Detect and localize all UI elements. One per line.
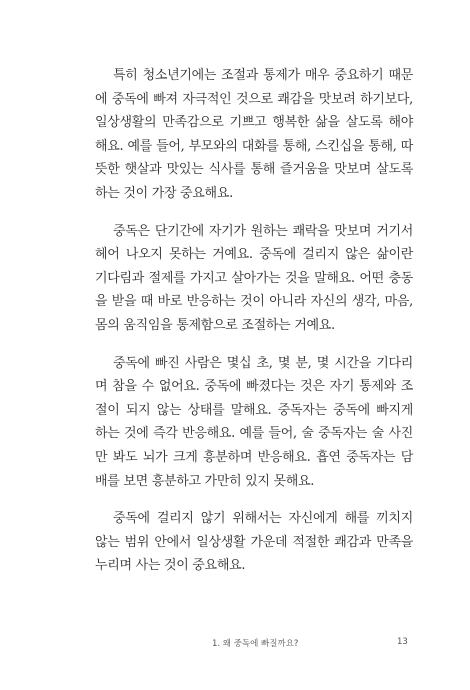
- text-line: 누리며 사는 것이 중요해요.: [95, 558, 246, 574]
- text-line: 않는 범위 안에서 일상생활 가운데 적절한 쾌감과 만족을: [95, 534, 413, 550]
- text-line: 며 참을 수 없어요. 중독에 빠졌다는 것은 자기 통제와 조: [95, 379, 413, 395]
- text-line: 해요. 예를 들어, 부모와의 대화를 통해, 스킨십을 통해, 따: [95, 138, 413, 154]
- page-footer: [0, 637, 470, 653]
- text-line: 뜻한 햇살과 맛있는 식사를 통해 즐거움을 맛보며 살도록: [95, 162, 413, 178]
- text-line: 중독에 빠진 사람은 몇십 초, 몇 분, 몇 시간을 기다리: [113, 355, 413, 371]
- page-number: 13: [397, 637, 408, 647]
- text-line: 중독에 걸리지 않기 위해서는 자신에게 해를 끼치지: [113, 511, 413, 527]
- chapter-title: 1. 왜 중독에 빠질까요?: [212, 639, 299, 649]
- text-line: 하는 것에 즉각 반응해요. 예를 들어, 술 중독자는 술 사진: [95, 426, 413, 442]
- text-line: 을 받을 때 바로 반응하는 것이 아니라 자신의 생각, 마음,: [95, 294, 413, 310]
- paragraph: [95, 352, 413, 494]
- text-line: 특히 청소년기에는 조절과 통제가 매우 중요하기 때문: [113, 68, 413, 83]
- paragraph: [95, 507, 413, 578]
- text-line: 몸의 움직임을 통제함으로 조절하는 거예요.: [95, 317, 335, 333]
- text-line: 기다림과 절제를 가지고 살아가는 것을 말해요. 어떤 충동: [95, 270, 413, 286]
- text-line: 헤어 나오지 못하는 거예요. 중독에 걸리지 않은 삶이란: [95, 247, 413, 263]
- text-line: 하는 것이 가장 중요해요.: [95, 185, 233, 201]
- text-line: 만 봐도 뇌가 크게 흥분하며 반응해요. 흡연 중독자는 담: [95, 449, 413, 465]
- paragraph: [95, 64, 413, 206]
- text-line: 배를 보면 흥분하고 가만히 있지 못해요.: [95, 473, 315, 489]
- page-body: [95, 64, 413, 578]
- text-line: 일상생활의 만족감으로 기쁘고 행복한 삶을 살도록 해야: [95, 115, 413, 131]
- text-line: 절이 되지 않는 상태를 말해요. 중독자는 중독에 빠지게: [95, 402, 413, 418]
- text-line: 중독은 단기간에 자기가 원하는 쾌락을 맛보며 거기서: [113, 223, 413, 239]
- text-line: 에 중독에 빠져 자극적인 것으로 쾌감을 맛보려 하기보다,: [95, 91, 413, 107]
- paragraph: [95, 220, 413, 338]
